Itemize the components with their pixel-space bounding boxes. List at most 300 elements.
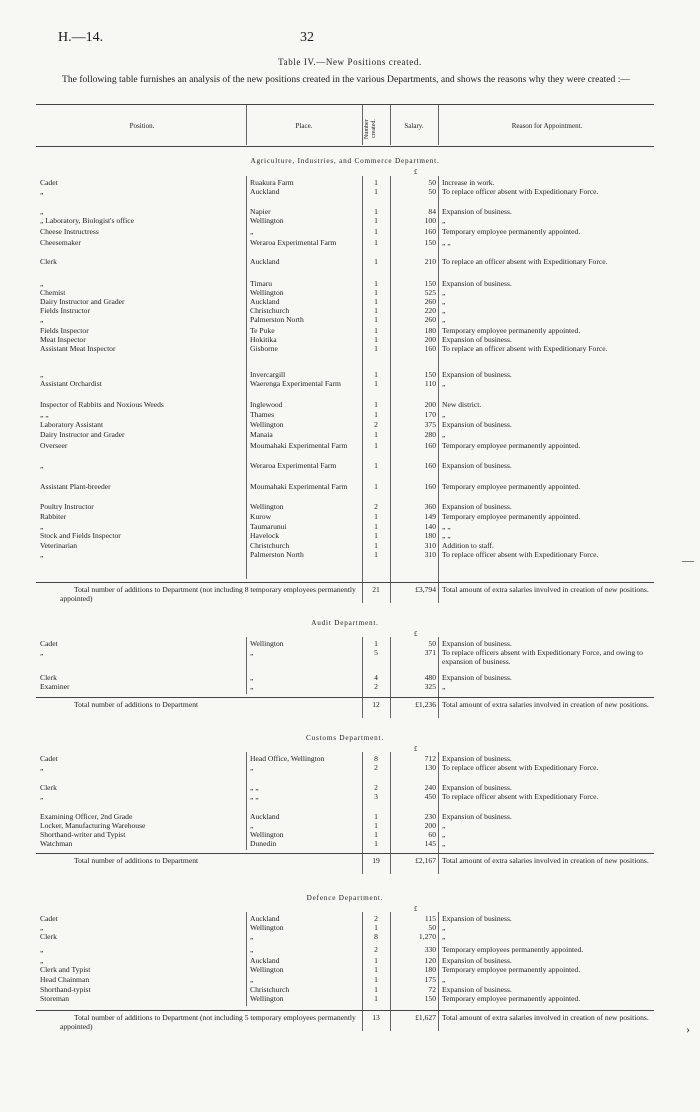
total-number: 19 <box>372 856 380 865</box>
salary-cell: 712 <box>424 754 436 763</box>
place-cell: Wellington <box>250 923 284 932</box>
salary-cell: 140 <box>424 522 436 531</box>
position-cell: Poultry Instructor <box>40 502 94 511</box>
salary-cell: 200 <box>424 335 436 344</box>
salary-cell: 330 <box>424 945 436 954</box>
reason-cell: New district. <box>442 400 482 409</box>
place-cell: Christchurch <box>250 541 290 550</box>
position-cell: „ „ <box>40 410 49 419</box>
number-cell: 1 <box>374 994 378 1003</box>
reason-cell: Expansion of business. <box>442 502 512 511</box>
place-cell: Manaia <box>250 430 273 439</box>
position-cell: Clerk <box>40 257 57 266</box>
position-cell: Cadet <box>40 639 58 648</box>
reason-cell: „ <box>442 306 446 315</box>
position-cell: Watchman <box>40 839 73 848</box>
place-cell: Palmerston North <box>250 315 304 324</box>
reason-cell: „ <box>442 288 446 297</box>
section-title: Audit Department. <box>311 619 379 627</box>
column-divider <box>438 912 439 1031</box>
position-cell: Cadet <box>40 754 58 763</box>
number-cell: 1 <box>374 965 378 974</box>
reason-cell: Temporary employee permanently appointed. <box>442 227 581 236</box>
place-cell: „ <box>250 932 254 941</box>
reason-cell: To replace officer absent with Expeditionary Force. <box>442 550 599 559</box>
column-divider <box>438 752 439 874</box>
salary-cell: 180 <box>424 326 436 335</box>
column-divider <box>390 912 391 1031</box>
margin-mark: — <box>682 553 694 567</box>
column-divider <box>390 105 391 145</box>
position-cell: Clerk <box>40 673 57 682</box>
place-cell: Auckland <box>250 257 280 266</box>
position-cell: Meat Inspector <box>40 335 86 344</box>
reason-cell: „ <box>442 315 446 324</box>
place-cell: Weraroa Experimental Farm <box>250 238 337 247</box>
position-cell: Cheese Instructress <box>40 227 99 236</box>
place-cell: Gisborne <box>250 344 278 353</box>
number-cell: 1 <box>374 956 378 965</box>
position-cell: „ <box>40 187 44 196</box>
salary-cell: 220 <box>424 306 436 315</box>
section-title: Defence Department. <box>306 894 384 902</box>
reason-cell: To replace officer absent with Expeditionary Force. <box>442 187 599 196</box>
reason-cell: „ <box>442 297 446 306</box>
total-reason: Total amount of extra salaries involved in creation of new positions. <box>442 700 649 709</box>
place-cell: Auckland <box>250 914 280 923</box>
place-cell: Thames <box>250 410 275 419</box>
salary-cell: 160 <box>424 461 436 470</box>
place-cell: „ <box>250 975 254 984</box>
place-cell: Dunedin <box>250 839 277 848</box>
place-cell: Hokitika <box>250 335 277 344</box>
reason-cell: „ <box>442 410 446 419</box>
column-divider <box>390 752 391 874</box>
salary-cell: 175 <box>424 975 436 984</box>
column-divider <box>246 105 247 145</box>
column-header-number: Number created. <box>364 119 377 139</box>
position-cell: „ <box>40 315 44 324</box>
position-cell: Examiner <box>40 682 70 691</box>
total-label: Total number of additions to Department <box>74 700 199 709</box>
column-header-salary: Salary. <box>404 122 424 130</box>
section-title: Agriculture, Industries, and Commerce Department. <box>250 157 440 165</box>
salary-cell: 180 <box>424 965 436 974</box>
position-cell: Clerk <box>40 932 57 941</box>
total-label: Total number of additions to Department <box>74 856 199 865</box>
number-cell: 1 <box>374 288 378 297</box>
number-cell: 1 <box>374 522 378 531</box>
column-divider <box>362 176 363 603</box>
total-salary: £2,167 <box>415 856 436 865</box>
salary-cell: 371 <box>424 648 436 657</box>
salary-cell: 325 <box>424 682 436 691</box>
number-cell: 8 <box>374 754 378 763</box>
salary-cell: 480 <box>424 673 436 682</box>
number-cell: 1 <box>374 923 378 932</box>
intro-paragraph: The following table furnishes an analysis of the new positions created in the various Departments, and shows the reasons why they were created :— <box>62 74 631 85</box>
salary-cell: 50 <box>428 923 436 932</box>
reason-cell: Expansion of business. <box>442 639 512 648</box>
reason-cell: „ <box>442 821 446 830</box>
place-cell: „ <box>250 673 254 682</box>
position-cell: Cheesemaker <box>40 238 81 247</box>
position-cell: Locker, Manufacturing Warehouse <box>40 821 146 830</box>
column-header-place: Place. <box>295 122 313 130</box>
total-number: 21 <box>372 585 380 594</box>
reason-cell: Expansion of business. <box>442 420 512 429</box>
salary-cell: 150 <box>424 370 436 379</box>
number-cell: 2 <box>374 914 378 923</box>
total-number: 13 <box>372 1013 380 1022</box>
salary-cell: 180 <box>424 531 436 540</box>
salary-cell: 450 <box>424 792 436 801</box>
position-cell: „ <box>40 923 44 932</box>
reason-cell: „ <box>442 932 446 941</box>
number-cell: 1 <box>374 812 378 821</box>
salary-cell: 115 <box>424 914 436 923</box>
place-cell: Ruakura Farm <box>250 178 294 187</box>
header-top-rule <box>36 104 654 105</box>
reason-cell: Addition to staff. <box>442 541 494 550</box>
salary-cell: 230 <box>424 812 436 821</box>
salary-cell: 170 <box>424 410 436 419</box>
reason-cell: „ <box>442 430 446 439</box>
salary-cell: 100 <box>424 216 436 225</box>
position-cell: Fields Inspector <box>40 326 89 335</box>
salary-cell: 310 <box>424 550 436 559</box>
column-divider <box>438 105 439 145</box>
total-salary: £1,627 <box>415 1013 436 1022</box>
position-cell: „ <box>40 550 44 559</box>
number-cell: 1 <box>374 400 378 409</box>
position-cell: Clerk <box>40 783 57 792</box>
column-divider <box>246 752 247 850</box>
number-cell: 2 <box>374 502 378 511</box>
number-cell: 1 <box>374 326 378 335</box>
position-cell: „ <box>40 945 44 954</box>
place-cell: „ <box>250 821 254 830</box>
total-rule <box>36 697 654 698</box>
salary-cell: 50 <box>428 639 436 648</box>
reason-cell: Temporary employee permanently appointed. <box>442 441 581 450</box>
column-divider <box>246 637 247 694</box>
number-cell: 5 <box>374 648 378 657</box>
column-divider <box>246 912 247 1006</box>
number-cell: 8 <box>374 932 378 941</box>
position-cell: Shorthand-typist <box>40 985 91 994</box>
number-cell: 2 <box>374 763 378 772</box>
reason-cell: Expansion of business. <box>442 207 512 216</box>
salary-cell: 525 <box>424 288 436 297</box>
reason-cell: „ „ <box>442 531 451 540</box>
salary-cell: 280 <box>424 430 436 439</box>
number-cell: 2 <box>374 682 378 691</box>
position-cell: Shorthand-writer and Typist <box>40 830 126 839</box>
column-divider <box>362 912 363 1031</box>
number-cell: 2 <box>374 420 378 429</box>
reason-cell: Expansion of business. <box>442 956 512 965</box>
place-cell: „ <box>250 227 254 236</box>
position-cell: „ <box>40 522 44 531</box>
column-divider <box>362 637 363 718</box>
number-cell: 1 <box>374 207 378 216</box>
place-cell: „ <box>250 763 254 772</box>
number-cell: 1 <box>374 830 378 839</box>
salary-cell: 200 <box>424 400 436 409</box>
pound-sign: £ <box>414 168 418 176</box>
place-cell: Moumahaki Experimental Farm <box>250 482 348 491</box>
margin-mark: › <box>686 1022 690 1036</box>
number-cell: 3 <box>374 792 378 801</box>
salary-cell: 160 <box>424 441 436 450</box>
position-cell: Chemist <box>40 288 66 297</box>
number-cell: 1 <box>374 531 378 540</box>
number-cell: 1 <box>374 297 378 306</box>
column-divider <box>390 176 391 603</box>
position-cell: „ <box>40 461 44 470</box>
salary-cell: 1,270 <box>418 932 436 941</box>
reason-cell: „ <box>442 216 446 225</box>
total-rule <box>36 853 654 854</box>
place-cell: Invercargill <box>250 370 286 379</box>
reason-cell: Expansion of business. <box>442 461 512 470</box>
total-rule <box>36 1010 654 1011</box>
reason-cell: Expansion of business. <box>442 279 512 288</box>
position-cell: Inspector of Rabbits and Noxious Weeds <box>40 400 164 409</box>
place-cell: Wellington <box>250 639 284 648</box>
place-cell: Head Office, Wellington <box>250 754 325 763</box>
pound-sign: £ <box>414 630 418 638</box>
place-cell: Auckland <box>250 956 280 965</box>
number-cell: 2 <box>374 783 378 792</box>
number-cell: 1 <box>374 410 378 419</box>
position-cell: Cadet <box>40 914 58 923</box>
reason-cell: Expansion of business. <box>442 335 512 344</box>
place-cell: „ <box>250 648 254 657</box>
number-cell: 1 <box>374 639 378 648</box>
number-cell: 1 <box>374 178 378 187</box>
column-header-reason: Reason for Appointment. <box>511 122 583 130</box>
reason-cell: Expansion of business. <box>442 812 512 821</box>
salary-cell: 160 <box>424 482 436 491</box>
column-header-position: Position. <box>129 122 155 130</box>
reason-cell: Temporary employee permanently appointed. <box>442 482 581 491</box>
header-bottom-rule <box>36 146 654 147</box>
place-cell: Moumahaki Experimental Farm <box>250 441 348 450</box>
number-cell: 1 <box>374 279 378 288</box>
position-cell: „ <box>40 279 44 288</box>
number-cell: 1 <box>374 227 378 236</box>
column-divider <box>438 176 439 603</box>
total-salary: £3,794 <box>415 585 436 594</box>
column-divider <box>438 637 439 718</box>
column-divider <box>362 105 363 145</box>
place-cell: Wellington <box>250 420 284 429</box>
position-cell: Dairy Instructor and Grader <box>40 297 125 306</box>
salary-cell: 200 <box>424 821 436 830</box>
reason-cell: „ <box>442 379 446 388</box>
position-cell: Veterinarian <box>40 541 78 550</box>
reason-cell: Expansion of business. <box>442 985 512 994</box>
place-cell: Waerenga Experimental Farm <box>250 379 341 388</box>
place-cell: Inglewood <box>250 400 283 409</box>
position-cell: Overseer <box>40 441 68 450</box>
reason-cell: „ „ <box>442 522 451 531</box>
section-title: Customs Department. <box>306 734 384 742</box>
report-code: H.—14. <box>58 30 104 45</box>
number-cell: 1 <box>374 216 378 225</box>
total-reason: Total amount of extra salaries involved in creation of new positions. <box>442 1013 649 1022</box>
reason-cell: To replace an officer absent with Expeditionary Force. <box>442 257 608 266</box>
number-cell: 1 <box>374 370 378 379</box>
salary-cell: 210 <box>424 257 436 266</box>
salary-cell: 260 <box>424 297 436 306</box>
total-label: Total number of additions to Department (not including 8 temporary employees permanently appointed) <box>60 585 356 603</box>
reason-cell: To replace an officer absent with Expeditionary Force. <box>442 344 608 353</box>
position-cell: „ <box>40 956 44 965</box>
column-divider <box>362 752 363 874</box>
place-cell: Christchurch <box>250 306 290 315</box>
reason-cell: „ <box>442 830 446 839</box>
salary-cell: 84 <box>428 207 436 216</box>
number-cell: 1 <box>374 541 378 550</box>
salary-cell: 260 <box>424 315 436 324</box>
number-cell: 1 <box>374 550 378 559</box>
reason-cell: Temporary employee permanently appointed. <box>442 512 581 521</box>
total-label: Total number of additions to Department (not including 5 temporary employees permanently appointed) <box>60 1013 356 1031</box>
table-title: Table IV.—New Positions created. <box>278 57 422 67</box>
reason-cell: To replace officer absent with Expeditionary Force. <box>442 763 599 772</box>
position-cell: „ <box>40 763 44 772</box>
reason-cell: Expansion of business. <box>442 783 512 792</box>
reason-cell: Expansion of business. <box>442 914 512 923</box>
place-cell: Wellington <box>250 216 284 225</box>
place-cell: Auckland <box>250 187 280 196</box>
reason-cell: „ <box>442 975 446 984</box>
position-cell: Assistant Orchardist <box>40 379 102 388</box>
position-cell: „ <box>40 792 44 801</box>
number-cell: 1 <box>374 975 378 984</box>
reason-cell: „ „ <box>442 238 451 247</box>
salary-cell: 120 <box>424 956 436 965</box>
salary-cell: 160 <box>424 344 436 353</box>
place-cell: Palmerston North <box>250 550 304 559</box>
reason-cell: Temporary employee permanently appointed. <box>442 326 581 335</box>
place-cell: Wellington <box>250 965 284 974</box>
pound-sign: £ <box>414 745 418 753</box>
position-cell: „ Laboratory, Biologist's office <box>40 216 134 225</box>
total-number: 12 <box>372 700 380 709</box>
salary-cell: 110 <box>424 379 436 388</box>
position-cell: Cadet <box>40 178 58 187</box>
reason-cell: Expansion of business. <box>442 673 512 682</box>
place-cell: Christchurch <box>250 985 290 994</box>
position-cell: Assistant Plant-breeder <box>40 482 111 491</box>
place-cell: Taumarunui <box>250 522 287 531</box>
place-cell: Weraroa Experimental Farm <box>250 461 337 470</box>
salary-cell: 160 <box>424 227 436 236</box>
salary-cell: 50 <box>428 187 436 196</box>
position-cell: „ <box>40 648 44 657</box>
place-cell: Wellington <box>250 502 284 511</box>
total-salary: £1,236 <box>415 700 436 709</box>
number-cell: 1 <box>374 379 378 388</box>
number-cell: 1 <box>374 315 378 324</box>
salary-cell: 360 <box>424 502 436 511</box>
position-cell: Rabbiter <box>40 512 67 521</box>
salary-cell: 375 <box>424 420 436 429</box>
reason-cell: Temporary employee permanently appointed. <box>442 994 581 1003</box>
place-cell: Timaru <box>250 279 273 288</box>
place-cell: Kurow <box>250 512 272 521</box>
total-rule <box>36 582 654 583</box>
reason-cell: „ <box>442 923 446 932</box>
salary-cell: 150 <box>424 238 436 247</box>
place-cell: Wellington <box>250 994 284 1003</box>
column-divider <box>246 176 247 579</box>
number-cell: 2 <box>374 945 378 954</box>
position-cell: Dairy Instructor and Grader <box>40 430 125 439</box>
reason-cell: Temporary employee permanently appointed. <box>442 965 581 974</box>
place-cell: „ „ <box>250 783 259 792</box>
number-cell: 1 <box>374 985 378 994</box>
salary-cell: 60 <box>428 830 436 839</box>
number-cell: 1 <box>374 441 378 450</box>
salary-cell: 150 <box>424 279 436 288</box>
place-cell: Havelock <box>250 531 280 540</box>
pound-sign: £ <box>414 905 418 913</box>
column-divider <box>390 637 391 718</box>
position-cell: Clerk and Typist <box>40 965 91 974</box>
place-cell: „ <box>250 945 254 954</box>
salary-cell: 72 <box>428 985 436 994</box>
salary-cell: 145 <box>424 839 436 848</box>
place-cell: Wellington <box>250 288 284 297</box>
page-number: 32 <box>300 30 314 45</box>
position-cell: Head Chainman <box>40 975 90 984</box>
place-cell: Wellington <box>250 830 284 839</box>
reason-cell: „ <box>442 839 446 848</box>
number-cell: 1 <box>374 257 378 266</box>
salary-cell: 130 <box>424 763 436 772</box>
number-cell: 4 <box>374 673 378 682</box>
reason-cell: Expansion of business. <box>442 754 512 763</box>
number-cell: 1 <box>374 344 378 353</box>
place-cell: Auckland <box>250 297 280 306</box>
place-cell: Auckland <box>250 812 280 821</box>
number-cell: 1 <box>374 306 378 315</box>
position-cell: „ <box>40 370 44 379</box>
reason-cell: Expansion of business. <box>442 370 512 379</box>
number-cell: 1 <box>374 187 378 196</box>
number-cell: 1 <box>374 335 378 344</box>
place-cell: „ <box>250 682 254 691</box>
number-cell: 1 <box>374 512 378 521</box>
salary-cell: 240 <box>424 783 436 792</box>
number-cell: 1 <box>374 821 378 830</box>
reason-cell: „ <box>442 682 446 691</box>
salary-cell: 50 <box>428 178 436 187</box>
position-cell: Stock and Fields Inspector <box>40 531 121 540</box>
salary-cell: 150 <box>424 994 436 1003</box>
position-cell: Examining Officer, 2nd Grade <box>40 812 133 821</box>
position-cell: Fields Instructor <box>40 306 90 315</box>
reason-cell: Increase in work. <box>442 178 495 187</box>
number-cell: 1 <box>374 238 378 247</box>
number-cell: 1 <box>374 430 378 439</box>
number-cell: 1 <box>374 461 378 470</box>
